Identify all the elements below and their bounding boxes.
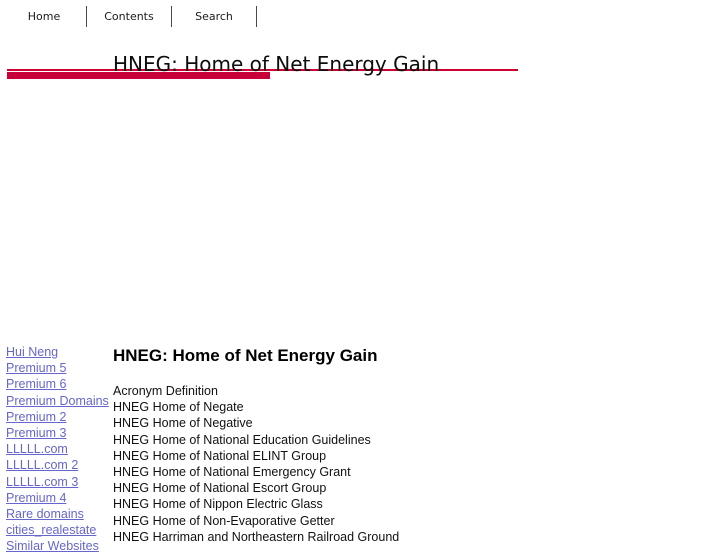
sidebar-row [6,393,112,409]
sidebar-row [6,506,112,522]
sidebar-link[interactable]: LLLLL.com [6,442,68,457]
definition-row: HNEG Home of Non-Evaporative Getter [113,513,335,528]
sidebar-row [6,425,112,441]
definition-row: HNEG Home of National Emergency Grant [113,465,351,480]
sidebar-row [6,376,112,392]
sidebar-row [6,409,112,425]
sidebar-row [6,344,112,360]
sidebar-link[interactable]: Rare domains [6,507,84,522]
sidebar-link[interactable]: LLLLL.com 3 [6,474,79,489]
sidebar-row [6,441,112,457]
definition-row: HNEG Home of Nippon Electric Glass [113,497,323,512]
nav-item[interactable] [87,6,172,27]
sidebar-link[interactable]: Hui Neng [6,345,59,359]
sidebar-link[interactable]: Premium Domains [6,393,109,408]
sidebar-row [6,474,112,490]
page-title: HNEG: Home of Net Energy Gain [113,346,378,365]
nav-item-label[interactable]: Search [195,10,233,23]
sidebar-link[interactable]: cities_realestate [6,523,97,538]
sidebar-link[interactable]: LLLLL.com 2 [6,458,79,473]
nav-item-label[interactable]: Contents [104,10,154,23]
definition-list-header: Acronym Definition [113,384,218,398]
definition-row: HNEG Harriman and Northeastern Railroad Ground [113,529,400,544]
nav-item[interactable] [2,6,87,27]
sidebar-link[interactable]: Premium 3 [6,426,67,441]
definition-rows [113,399,399,545]
sidebar-row [6,522,112,538]
nav-item-label[interactable]: Home [27,10,61,23]
sidebar-row [6,490,112,506]
definition-row: HNEG Home of Negate [113,400,244,415]
sidebar-row [6,538,112,554]
sidebar-link[interactable]: Premium 6 [6,377,67,392]
sidebar-row [6,457,112,473]
sidebar-link[interactable]: Premium 2 [6,409,67,424]
sidebar-link[interactable]: Similar Websites [6,539,99,554]
definition-row: HNEG Home of Negative [113,416,253,431]
sidebar-row [6,360,112,376]
definition-row: HNEG Home of National Escort Group [113,481,327,496]
definition-row: HNEG Home of National Education Guidelines [113,432,371,447]
banner-title: HNEG: Home of Net Energy Gain [113,52,440,76]
sidebar-link[interactable]: Premium 5 [6,361,67,376]
top-navigation [2,6,257,27]
sidebar-link[interactable]: Premium 4 [6,490,67,505]
sidebar-nav [6,344,112,555]
definition-row: HNEG Home of National ELINT Group [113,448,327,463]
nav-item[interactable] [172,6,257,27]
acronym-definition-list [113,383,399,545]
